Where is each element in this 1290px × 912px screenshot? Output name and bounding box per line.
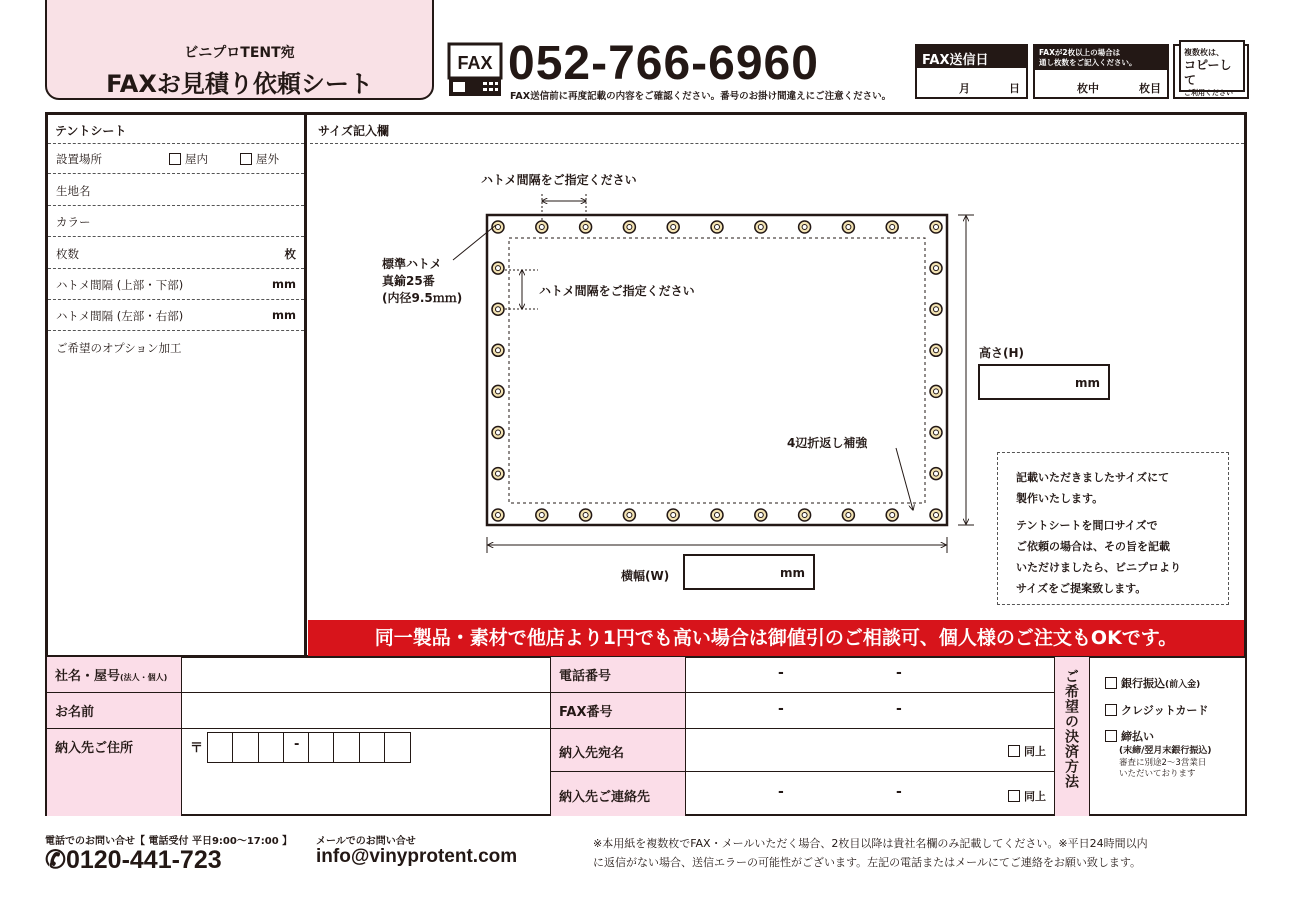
bank-transfer-checkbox[interactable]: 銀行振込(前入金) <box>1105 677 1212 692</box>
page-note-1: FAXが2枚以上の場合は <box>1039 48 1121 57</box>
spacing-lr-unit: mm <box>272 308 296 322</box>
fax-label: FAX番号 <box>551 693 686 729</box>
size-heading: サイズ記入欄 <box>318 124 390 138</box>
size-note-line: サイズをご提案致します。 <box>1016 582 1147 595</box>
spacing-top-label: ハトメ間隔をご指定ください <box>481 173 637 187</box>
location-label: 設置場所 <box>56 152 102 166</box>
page-of-label: 枚中 <box>1077 82 1099 95</box>
postal-code-second[interactable] <box>309 732 411 763</box>
footer-note: ※本用紙を複数枚でFAX・メールいただく場合、2枚目以降は貴社名欄のみ記載してください。※平日24時間以内 に返信がない場合、送信エラーの可能性がございます。左記の電話またはメールにてご連絡をお願い致します。 <box>593 837 1148 869</box>
page-note-2: 通し枚数をご記入ください。 <box>1039 58 1137 67</box>
support-email[interactable]: info@vinyprotent.com <box>316 846 518 867</box>
name-input[interactable] <box>182 693 551 729</box>
phone-icon: ✆ <box>45 846 66 874</box>
price-match-banner: 同一製品・素材で他店より1円でも高い場合は御値引のご相談可、個人様のご注文もOKです。 <box>308 620 1244 656</box>
height-input[interactable]: mm <box>978 364 1110 400</box>
payment-options: 銀行振込(前入金) クレジットカード 締払い (末締/翌月末銀行振込) 審査に別途2〜3営業日 いただいております <box>1105 677 1212 780</box>
hem-label: 4辺折返し補強 <box>787 436 868 450</box>
postal-digit-box[interactable] <box>333 732 360 763</box>
width-input[interactable]: mm <box>683 554 815 590</box>
addressee: ビニプロTENT宛 <box>184 45 295 61</box>
size-note-line: ご依頼の場合は、その旨を記載 <box>1016 540 1170 553</box>
recipient-input[interactable] <box>686 729 1055 772</box>
tent-sheet-heading: テントシート <box>55 124 127 138</box>
size-note-line: いただけましたら、ビニプロより <box>1016 561 1181 574</box>
same-checkbox[interactable]: 同上 <box>1008 743 1046 759</box>
support-phone[interactable]: ✆0120-441-723 <box>45 846 222 874</box>
tent-outline <box>487 215 947 525</box>
spacing-tb-label: ハトメ間隔 (上部・下部) <box>56 278 184 292</box>
send-date-label: FAX送信日 <box>917 46 1026 68</box>
address-label: 納入先ご住所 <box>47 729 182 816</box>
postal-digit-box[interactable] <box>308 732 335 763</box>
month-label: 月 <box>959 82 970 95</box>
spacing-lr-label: ハトメ間隔 (左部・右部) <box>56 309 184 323</box>
postal-digit-box[interactable] <box>258 732 285 763</box>
day-label: 日 <box>1009 82 1020 95</box>
phone-contact-label: 電話でのお問い合せ【 電話受付 平日9:00〜17:00 】 <box>45 836 293 847</box>
contact-label: 納入先ご連絡先 <box>551 772 686 816</box>
postal-digit-box[interactable] <box>384 732 411 763</box>
postal-digit-box[interactable] <box>359 732 386 763</box>
recipient-label: 納入先宛名 <box>551 729 686 772</box>
fax-number: 052-766-6960 <box>508 37 819 90</box>
fax-label: FAX <box>457 53 493 73</box>
postal-digit-box[interactable] <box>232 732 259 763</box>
deferred-checkbox[interactable]: 締払い <box>1105 730 1212 744</box>
spacing-tb-unit: mm <box>272 277 296 291</box>
grommet-label: 標準ハトメ 真鍮25番 (内径9.5ｍｍ) <box>382 257 463 305</box>
options-label: ご希望のオプション加工 <box>56 341 182 355</box>
company-input[interactable] <box>182 657 551 693</box>
outdoor-label: 屋外 <box>256 152 279 166</box>
size-note-line: 記載いただきましたサイズにて <box>1016 471 1170 484</box>
same-checkbox[interactable]: 同上 <box>1008 788 1046 804</box>
fax-note: FAX送信前に再度記載の内容をご確認ください。番号のお掛け間違えにご注意ください。 <box>510 91 892 102</box>
copy-note-1: 複数枚は、 <box>1184 48 1224 57</box>
phone-label: 電話番号 <box>551 657 686 693</box>
color-label: カラー <box>56 215 91 229</box>
count-label: 枚数 <box>56 247 79 261</box>
copy-note-3: ご利用ください <box>1184 89 1233 97</box>
company-label: 社名・屋号(法人・個人) <box>47 657 182 693</box>
payment-heading: ご希望の決済方法 <box>1055 657 1090 816</box>
address-input[interactable]: 〒 - <box>182 729 551 816</box>
phone-input[interactable]: - - <box>686 657 1055 693</box>
spacing-side-label: ハトメ間隔をご指定ください <box>539 284 695 298</box>
count-unit: 枚 <box>284 247 296 261</box>
page-title: FAXお見積り依頼シート <box>106 70 373 98</box>
name-label: お名前 <box>47 693 182 729</box>
width-label: 横幅(W) <box>621 569 670 583</box>
credit-card-checkbox[interactable]: クレジットカード <box>1105 704 1212 718</box>
fabric-label: 生地名 <box>56 184 91 198</box>
postal-mark: 〒 <box>190 741 204 756</box>
size-note <box>997 452 1229 605</box>
page-label: 枚目 <box>1139 82 1161 95</box>
copy-note-2: コピーして <box>1184 58 1232 87</box>
size-note-line: テントシートを間口サイズで <box>1016 519 1158 532</box>
mail-contact-label: メールでのお問い合せ <box>316 836 416 847</box>
customer-form <box>45 657 1247 816</box>
fax-input[interactable]: - - <box>686 693 1055 729</box>
contact-input[interactable]: - - 同上 <box>686 772 1055 816</box>
height-label: 高さ(H) <box>979 346 1025 360</box>
size-note-line: 製作いたします。 <box>1016 492 1104 505</box>
indoor-label: 屋内 <box>185 152 208 166</box>
postal-digit-box[interactable] <box>207 732 234 763</box>
